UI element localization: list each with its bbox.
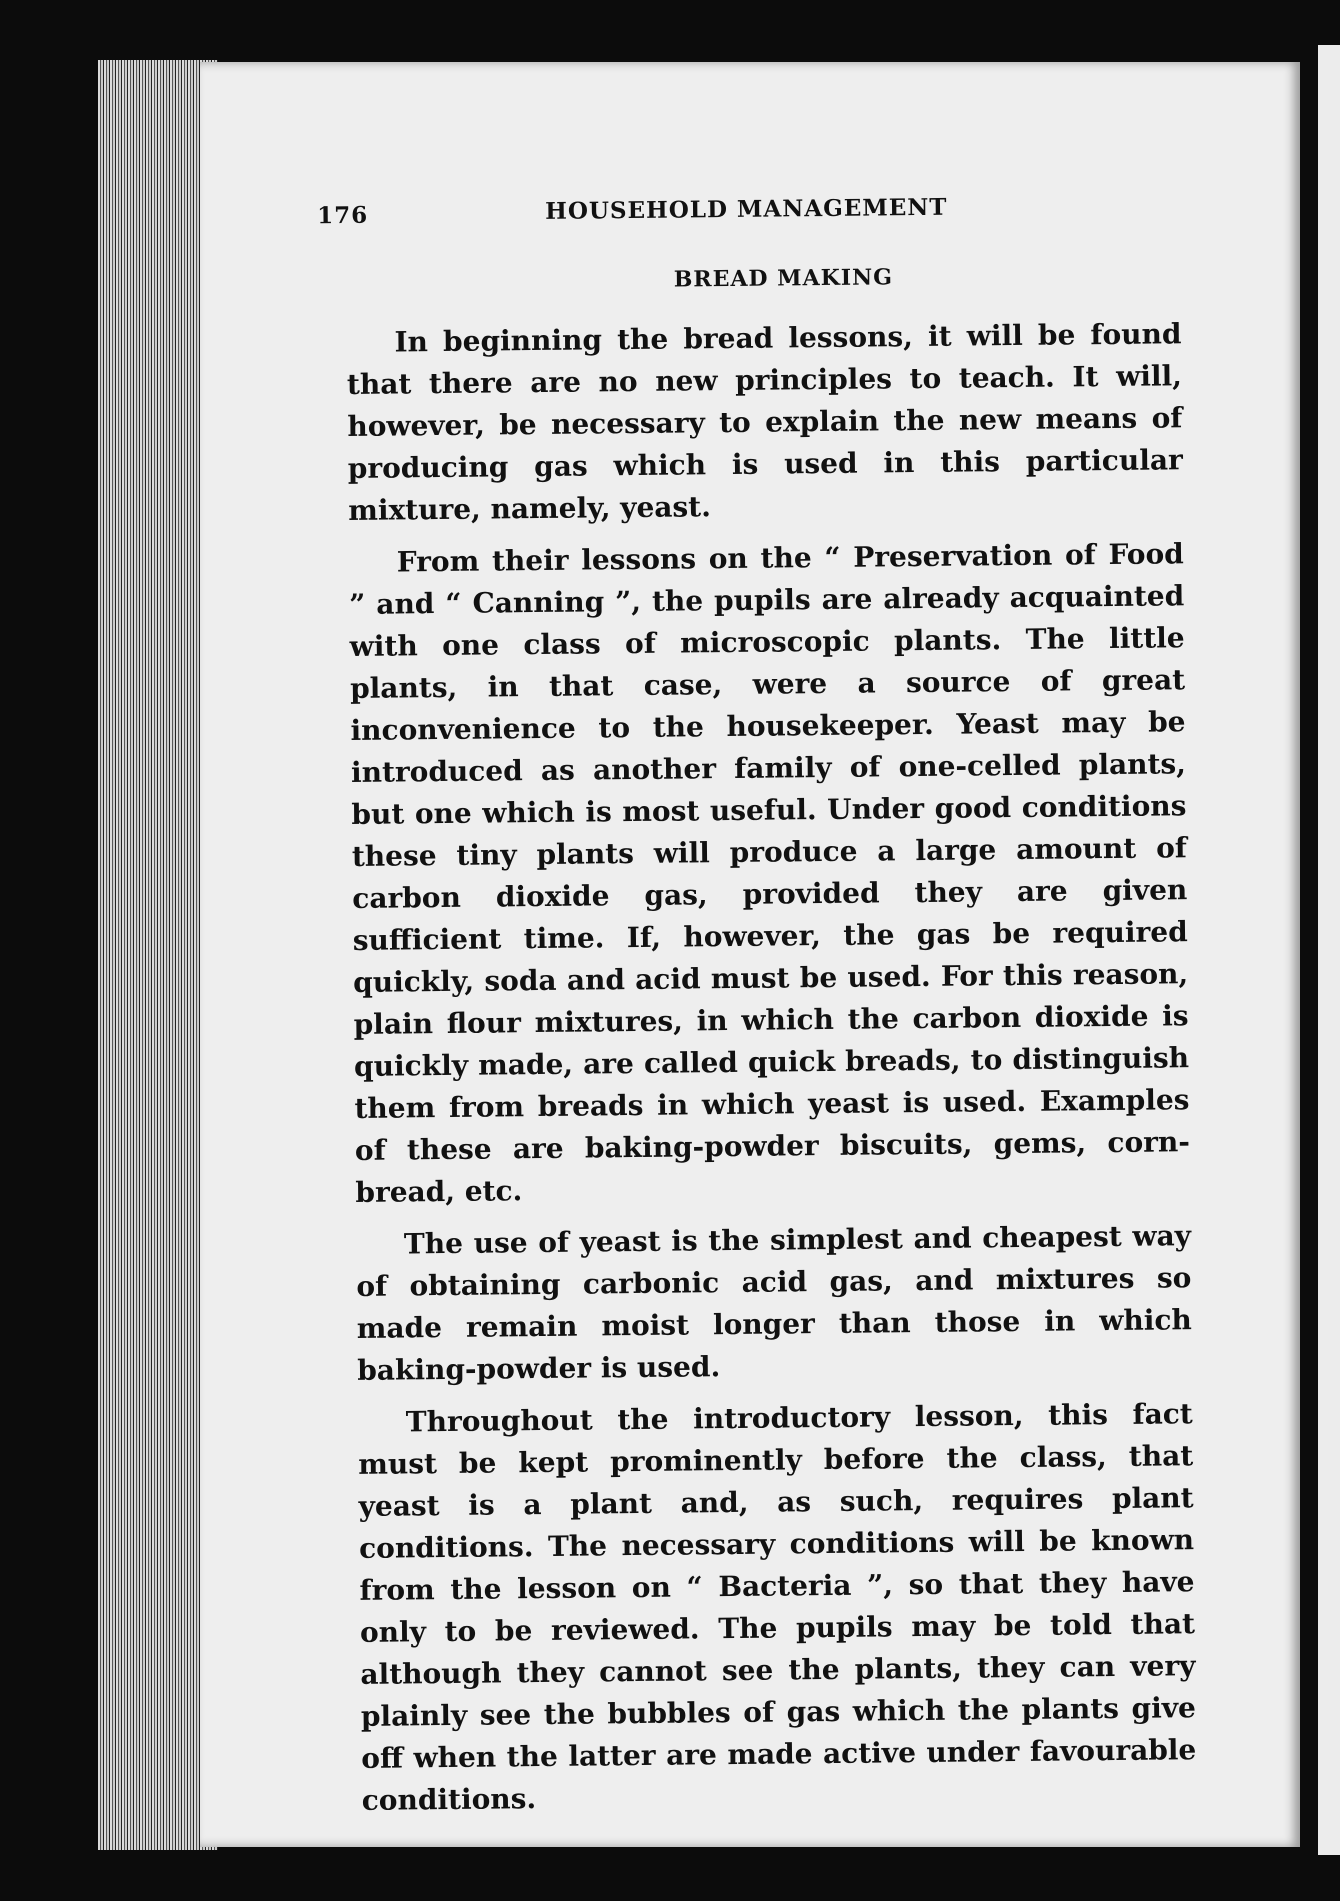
adjacent-page-edge <box>1318 45 1340 1855</box>
running-title: HOUSEHOLD MANAGEMENT <box>544 193 948 225</box>
paragraph-4: Throughout the introductory lesson, this fact must be kept prominently before the class, that yeast is a plant and, as such, requires plant conditions. The necessary conditions will be known from the lesson on “ Bacteria ”, so that they have only to be reviewed. The pupils may be told that although they cannot see the plants, they can very plainly see the bubbles of gas which the plants give off when the latter are made active under favourable conditions. <box>358 1397 1197 1817</box>
paragraph-2: From their lessons on the “ Preservation of Food ” and “ Canning ”, the pupils are already acquainted with one class of microscopic plants. The little plants, in that case, were a source of great inconvenience to the housekeeper. Yeast may be introduced as another family of one-celled plants, but one which is most useful. Under good conditions these tiny plants will produce a large amount of carbon dioxide gas, provided they are given sufficient time. If, however, the gas be required quickly, soda and acid must be used. For this reason, plain flour mixtures, in which the carbon dioxide is quickly made, are called quick breads, to distinguish them from breads in which yeast is used. Examples of these are baking-powder biscuits, gems, corn-bread, etc. <box>349 537 1191 1209</box>
paragraph-3: The use of yeast is the simplest and cheapest way of obtaining carbonic acid gas, and mixtures so made remain moist longer than those in which baking-powder is used. <box>356 1219 1192 1387</box>
paragraph-1: In beginning the bread lessons, it will be found that there are no new principles to teach. It will, however, be necessary to explain the new means of producing gas which is used in this particular mixture, namely, yeast. <box>346 317 1183 527</box>
section-title: BREAD MAKING <box>673 264 894 293</box>
page-text-block <box>317 191 1197 1832</box>
page-number: 176 <box>317 201 369 230</box>
